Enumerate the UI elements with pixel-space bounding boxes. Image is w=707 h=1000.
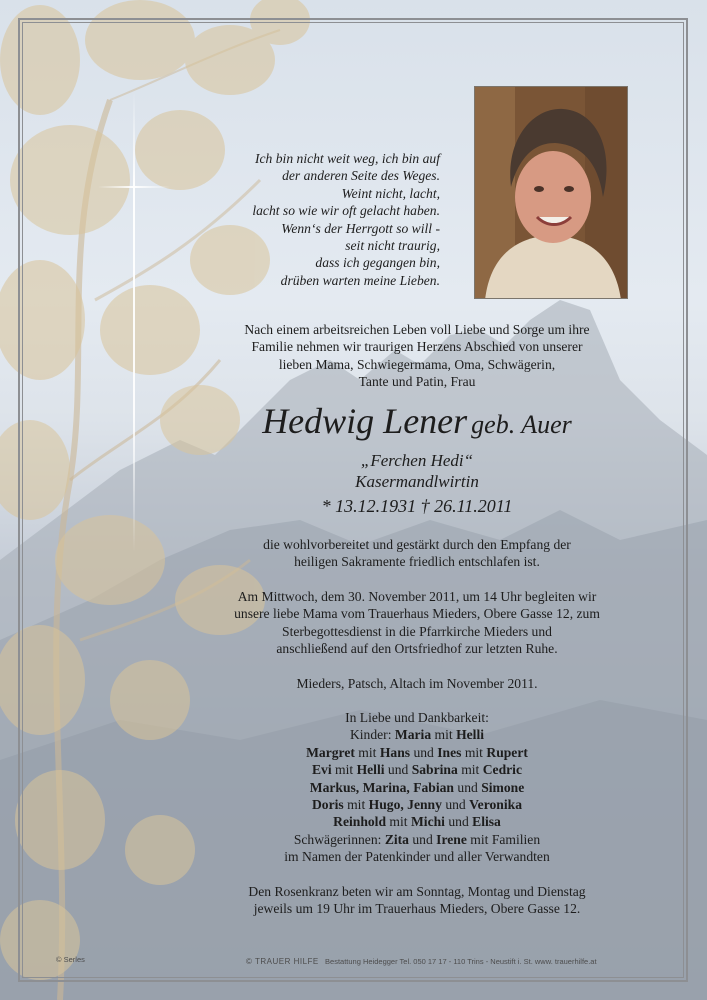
mourner-line [160,744,674,761]
mourner-text: mit [343,797,369,813]
mourner-text: mit [386,814,411,830]
mourner-name: Margret [306,744,355,760]
mourner-text: und [444,814,473,830]
mourner-line [160,726,674,743]
mourner-text: und [410,744,438,760]
mourner-name: Markus, Marina, Fabian [309,779,454,795]
mourner-text: mit [457,762,483,778]
funeral-line: Am Mittwoch, dem 30. November 2011, um 14 Uhr begleiten wir [237,589,597,604]
mourners-heading: In Liebe und Dankbarkeit: [345,710,489,725]
mourner-text: mit [461,744,487,760]
intro-line: Tante und Patin, Frau [358,374,476,390]
intro-line: lieben Mama, Schwiegermama, Oma, Schwägerin, [278,356,556,372]
birth-name: geb. Auer [471,410,572,439]
poem-line: lacht so wie wir oft gelacht haben. [252,203,440,219]
mourner-text: mit Familien [466,831,541,847]
mourner-name: Hans [379,744,411,760]
mourner-text: und [384,762,412,778]
brand-logo-text: © TRAUER HILFE [246,957,319,966]
mourner-name: Zita [384,831,409,847]
life-dates: * 13.12.1931 † 26.11.2011 [321,496,513,516]
mourner-name: Ines [437,744,462,760]
intro-line: Familie nehmen wir traurigen Herzens Abschied von unserer [251,339,583,355]
mourner-line [160,813,674,830]
mourner-name: Maria [394,727,432,743]
mourner-text: und [454,779,482,795]
passing-text [160,536,674,571]
mourner-name: Irene [436,831,467,847]
poem-line: seit nicht traurig, [345,238,440,254]
mourner-name: Michi [410,814,445,830]
mourner-list [160,726,674,865]
mourner-text: Schwägerinnen: [293,831,385,847]
mourner-name: Doris [311,797,344,813]
mourner-name: Reinhold [333,814,387,830]
nickname: „Ferchen Hedi“ [360,451,474,470]
poem-line: Wenn‘s der Herrgott so will - [281,220,440,236]
mourner-line [160,831,674,848]
funeral-line: anschließend auf den Ortsfriedhof zur letzten Ruhe. [276,641,558,657]
mourner-line [160,761,674,778]
mourner-name: Cedric [482,762,522,778]
mourner-name: Simone [481,779,525,795]
copyright-note: © Serles [56,955,85,964]
poem-line: dass ich gegangen bin, [315,255,440,271]
mourner-name: Hugo, Jenny [368,797,442,813]
rosary-text [160,883,674,918]
mourner-name: Rupert [486,744,528,760]
mourner-text: im Namen der Patenkinder und aller Verwandten [284,849,550,865]
occupation: Kasermandlwirtin [355,472,479,491]
passing-line: die wohlvorbereitet und gestärkt durch den Empfang der [263,537,571,552]
poem-line: der anderen Seite des Weges. [282,168,440,184]
funeral-line: Sterbegottesdienst in die Pfarrkirche Mieders und [282,623,552,639]
footer-info [246,957,597,966]
mourner-text: mit [431,727,457,743]
funeral-home-info: Bestattung Heidegger Tel. 050 17 17 - 110 Trins - Neustift i. St. www. trauerhilfe.at [325,957,597,966]
mourner-text: und [441,797,470,813]
mourner-name: Evi [311,762,332,778]
funeral-text [160,588,674,658]
poem [190,150,440,289]
poem-line: drüben warten meine Lieben. [280,272,440,288]
mourner-line [160,796,674,813]
mourner-name: Veronika [469,797,522,813]
nickname-block [160,450,674,492]
mourner-text: Kinder: [349,727,395,743]
poem-line: Weint nicht, lacht, [341,185,440,201]
passing-line: heiligen Sakramente friedlich entschlafen ist. [294,554,540,570]
mourner-text: und [408,831,437,847]
mourner-line [160,779,674,796]
mourner-line [160,848,674,865]
deceased-name: Hedwig Lener [262,401,468,441]
intro-line: Nach einem arbeitsreichen Leben voll Liebe und Sorge um ihre [244,322,590,337]
place-date: Mieders, Patsch, Altach im November 2011. [296,676,538,691]
funeral-line: unsere liebe Mama vom Trauerhaus Mieders, Obere Gasse 12, zum [234,606,600,622]
mourner-text: mit [354,744,380,760]
rosary-line: jeweils um 19 Uhr im Trauerhaus Mieders, Obere Gasse 12. [253,901,581,917]
rosary-line: Den Rosenkranz beten wir am Sonntag, Montag und Dienstag [248,884,586,899]
portrait-photo [474,86,628,299]
mourners-block [160,709,674,866]
mourner-name: Sabrina [411,762,458,778]
mourner-name: Helli [456,727,485,743]
deceased-name-block [160,400,674,442]
mourner-name: Helli [356,762,385,778]
mourner-name: Elisa [472,814,501,830]
mourner-text: mit [331,762,357,778]
intro-text [160,321,674,391]
poem-line: Ich bin nicht weit weg, ich bin auf [255,151,440,166]
